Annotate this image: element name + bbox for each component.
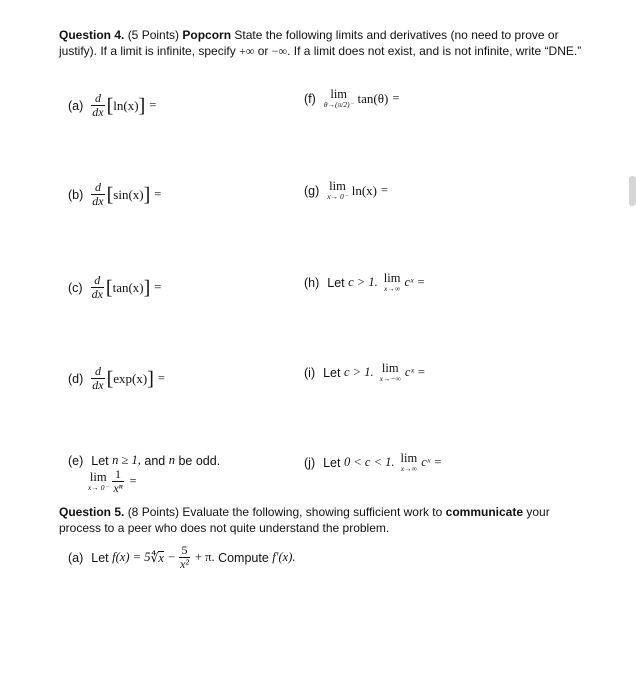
part-e-condition-math: n ≥ 1,: [112, 453, 141, 467]
q5-part-a-target: f′(x).: [272, 550, 296, 564]
part-b-label: (b): [68, 187, 84, 202]
part-c-label: (c): [68, 280, 83, 295]
part-j-equals: =: [434, 455, 442, 469]
q5-part-a-fraction: $\frac{5}{\text{x²}}$: [180, 543, 189, 571]
part-f: [304, 88, 399, 109]
question-4-text-b: . If a limit does not exist, and is not infinite, write: [287, 43, 542, 58]
q5-part-a-label: (a): [68, 550, 84, 565]
dne-label: “DNE.”: [544, 43, 582, 58]
part-e-let: Let: [91, 453, 109, 468]
part-i: [304, 362, 425, 383]
part-h-lim-operator: lim x→∞: [383, 271, 401, 293]
question-5-part-a: [68, 544, 296, 571]
q5-part-a-compute: Compute: [218, 550, 269, 565]
part-b-derivative-operator: $\frac{d}{dx}$: [92, 180, 104, 208]
part-h-function: cˣ: [404, 275, 414, 289]
part-e-label: (e): [68, 453, 84, 468]
part-i-lim-operator: lim x→−∞: [379, 361, 401, 383]
q5-part-a-root-arg: x: [158, 550, 164, 565]
question-4-intro: [59, 28, 584, 59]
part-c-equals: =: [154, 280, 162, 294]
part-d-label: (d): [68, 371, 84, 386]
question-5-emphasis: communicate: [445, 505, 524, 519]
q5-part-a-lhs: f(x) = 5: [112, 550, 151, 564]
part-e-fraction: $\frac{1}{\text{xⁿ}}$: [113, 467, 123, 495]
part-a-derivative-operator: $\frac{d}{dx}$: [92, 91, 104, 119]
plus-infinity: +∞: [239, 43, 255, 58]
part-c-function: tan(x): [112, 279, 144, 295]
part-e-condition: [68, 453, 220, 468]
part-i-label: (i): [304, 365, 316, 380]
question-4-topic: Popcorn: [182, 28, 232, 42]
question-5-text-a: Evaluate the following, showing sufficient work to: [182, 505, 443, 519]
part-j: [304, 452, 441, 473]
scrollbar-thumb[interactable]: [629, 176, 636, 206]
question-5-text-b: your process to a peer who does not quite understand the problem.: [59, 505, 550, 535]
part-g-label: (g): [304, 183, 320, 198]
part-d-function: exp(x): [113, 370, 148, 386]
question-4-text-a: State the following limits and derivatives (no need to prove or justify). If a limit is infinite, specify: [59, 28, 559, 58]
part-d: (d) $\frac{d}{dx}$ [ exp(x) ] =: [68, 364, 165, 392]
part-h-condition-math: c > 1.: [348, 275, 378, 289]
part-e-equals: =: [129, 474, 137, 488]
part-e-var: n: [168, 453, 175, 467]
part-f-function: tan(θ): [357, 90, 389, 106]
part-c: (c) $\frac{d}{dx}$ [ tan(x) ] =: [68, 273, 162, 301]
part-i-let: Let: [323, 365, 341, 380]
part-g: [304, 180, 388, 201]
part-g-lim-operator: lim x→ 0⁻: [327, 179, 348, 201]
part-h: [304, 272, 425, 293]
part-h-let: Let: [327, 275, 345, 290]
part-f-equals: =: [392, 91, 400, 105]
part-e-and: and: [144, 453, 166, 468]
q5-part-a-root: ∜: [150, 550, 159, 565]
part-d-derivative-operator: $\frac{d}{dx}$: [92, 364, 104, 392]
part-i-condition-math: c > 1.: [343, 365, 374, 379]
part-j-label: (j): [304, 455, 316, 470]
part-j-condition-math: 0 < c < 1.: [343, 455, 395, 469]
part-h-label: (h): [304, 275, 320, 290]
question-5-label: Question 5.: [59, 505, 125, 519]
part-c-derivative-operator: $\frac{d}{dx}$: [91, 273, 103, 301]
part-b-function: sin(x): [113, 186, 144, 202]
part-g-function: ln(x): [351, 182, 377, 198]
part-i-equals: =: [417, 365, 425, 379]
question-5-intro: [59, 505, 584, 536]
part-f-lim-operator: lim θ→(π/2)⁻: [323, 87, 354, 109]
part-a-label: (a): [68, 98, 84, 113]
part-h-equals: =: [417, 275, 425, 289]
part-f-label: (f): [304, 91, 316, 106]
part-a-equals: =: [149, 98, 157, 112]
question-4-label: Question 4.: [59, 28, 125, 42]
part-e-limit: [88, 468, 137, 495]
part-j-let: Let: [323, 455, 341, 470]
question-5-points: (8 Points): [127, 505, 180, 519]
question-4-or: or: [257, 43, 269, 58]
part-j-lim-operator: lim x→∞: [400, 451, 418, 473]
part-a: (a) $\frac{d}{dx}$ [ ln(x) ] =: [68, 91, 157, 119]
part-b-equals: =: [154, 187, 162, 201]
q5-part-a-let: Let: [91, 550, 109, 565]
part-i-function: cˣ: [404, 365, 414, 379]
part-b: (b) $\frac{d}{dx}$ [ sin(x) ] =: [68, 180, 162, 208]
question-4-points: (5 Points): [127, 28, 180, 42]
q5-part-a-plus-pi: + π.: [194, 550, 215, 564]
part-e-lim-operator: lim x→ 0⁻: [88, 470, 109, 492]
part-d-equals: =: [157, 371, 165, 385]
part-a-function: ln(x): [113, 97, 139, 113]
q5-part-a-minus: −: [167, 550, 176, 564]
part-g-equals: =: [380, 183, 389, 197]
part-e-suffix: be odd.: [178, 453, 221, 468]
minus-infinity: −∞: [271, 43, 288, 58]
part-j-function: cˣ: [421, 455, 431, 469]
